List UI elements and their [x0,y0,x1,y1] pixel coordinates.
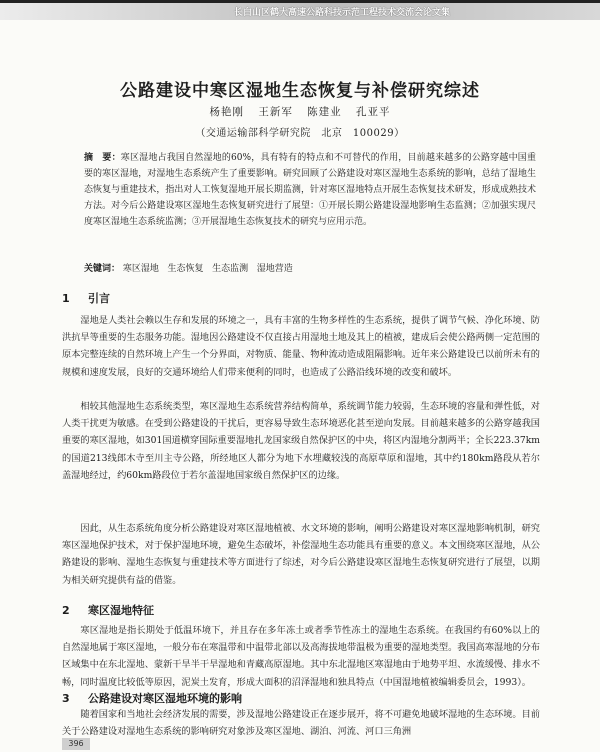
paragraph: 湿地是人类社会赖以生存和发展的环境之一，具有丰富的生物多样性的生态系统，提供了调节气候、净化环境、防洪抗旱等重要的生态服务功能。湿地因公路建设不仅直接占用湿地土地及其上的植被，建成后会使公路两侧一定范围的原本完整连续的自然环境上产生一个分界面，对物质、能量、物种流动造成阻隔影响。近年来公路建设已以前所未有的规模和速度发展，良好的交通环境给人们带来便利的同时，也造成了公路沿线环境的改变和破坏。 [62,315,540,378]
paragraph: 寒区湿地是指长期处于低温环境下，并且存在多年冻土或者季节性冻土的湿地生态系统。在我国约有60%以上的自然湿地属于寒区湿地，一般分布在寒温带和中温带北部以及高海拔地带温极为重要的湿地类型。我国高寒湿地的分布区域集中在东北湿地、蒙新干旱半干旱湿地和青藏高原湿地。其中东北湿地区寒湿地由于地势平坦、水流缓慢、排水不畅，同时温度比较低等原因，泥炭土发育，形成大面积的沼泽湿地和独具特点（中国湿地植被编辑委员会，1993）。 [62,625,540,688]
paragraph: 因此，从生态系统角度分析公路建设对寒区湿地植被、水文环境的影响，阐明公路建设对寒区湿地影响机制，研究寒区湿地保护技术，对于保护湿地环境，避免生态破坏，补偿湿地生态功能具有重要的意义。本文围绕寒区湿地，从公路建设的影响、湿地生态恢复与重建技术等方面进行了综述，对今后公路建设寒区湿地生态恢复研究进行了展望，以期为相关研究提供有益的借鉴。 [62,523,540,586]
paragraph: 随着国家和当地社会经济发展的需要，涉及湿地公路建设正在逐步展开，将不可避免地破坏湿地的生态环境。目前关于公路建设对湿地生态系统的影响研究对象涉及寒区湿地、湖泊、河流、河口三角洲 [62,709,540,738]
affiliation: （交通运输部科学研究院 北京 100029） [195,128,405,139]
journal-title: 长白山区鹤大高速公路科技示范工程技术交流会论文集 [233,8,450,18]
keyword: 生态恢复 [167,264,204,274]
author: 杨艳刚 [209,106,244,118]
abstract [84,150,536,230]
keyword: 寒区湿地 [122,264,159,274]
page-number: 396 [62,738,90,750]
section-title: 公路建设对寒区湿地环境的影响 [88,692,242,705]
section-heading [62,690,242,706]
section-number: 3 [62,692,70,705]
paragraph: 相较其他湿地生态系统类型，寒区湿地生态系统营养结构简单，系统调节能力较弱，生态环境的容量和弹性低，对人类干扰更为敏感。在受到公路建设的干扰后，更容易导致生态环境恶化甚至逆向发展。目前越来越多的公路穿越我国重要的寒区湿地，如301国道横穿国际重要湿地扎龙国家级自然保护区的中央，将区内湿地分割两半；全长223.37km的国道213线郎木寺至川主寺公路，所经地区人都分为地下水埋藏较浅的高原草原和湿地，其中约180km路段从若尔盖湿地经过，约60km路段位于若尔盖湿地国家级自然保护区的边缘。 [62,401,540,481]
section-heading [62,602,154,618]
abstract-text: 寒区湿地占我国自然湿地的60%，具有特有的特点和不可替代的作用，目前越来越多的公路穿越中国重要的寒区湿地，对湿地生态系统产生了重要影响。研究回顾了公路建设对寒区湿地生态系统的影响，总结了湿地生态恢复与重建技术，指出对人工恢复湿地开展长期监测，针对寒区湿地特点开展生态恢复技术研发，形成成熟技术方法。对今后公路建设寒区湿地生态恢复研究进行了展望：①开展长期公路建设湿地影响生态监测；②加强实现尺度寒区湿地生态系统监测；③开展湿地生态恢复技术的研究与应用示范。 [84,153,536,227]
section-title: 寒区湿地特征 [88,604,154,617]
paper-title: 公路建设中寒区湿地生态恢复与补偿研究综述 [120,81,480,101]
section-number: 2 [62,604,70,617]
author-list [0,104,600,119]
author: 孔亚平 [356,106,391,118]
abstract-label: 摘 要： [84,153,121,163]
running-header [0,0,600,20]
author: 陈建业 [307,106,342,118]
keyword: 生态监测 [212,264,249,274]
section-title: 引言 [88,292,110,305]
author: 王新军 [258,106,293,118]
section-number: 1 [62,292,70,305]
keywords-label: 关键词： [84,264,121,274]
keyword: 湿地营造 [256,264,293,274]
section-heading [62,290,110,306]
keywords [84,262,536,276]
